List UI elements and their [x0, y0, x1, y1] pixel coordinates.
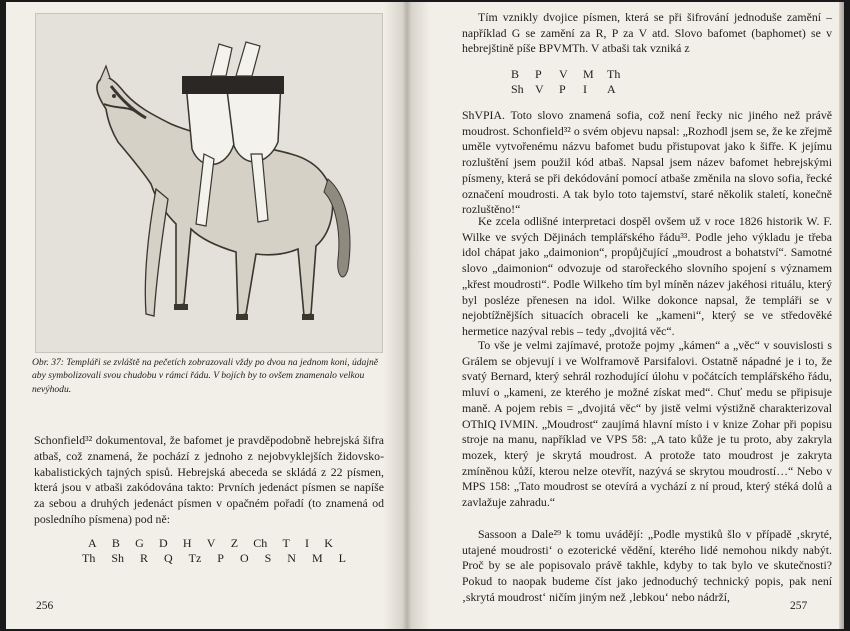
alphabet-letter: P: [217, 551, 224, 565]
cipher-letter: Sh: [511, 82, 524, 96]
alphabet-letter: B: [111, 536, 120, 550]
cipher-row-bottom: [511, 82, 631, 97]
paragraph-4: To vše je velmi zajímavé, protože pojmy „kámen“ a „věc“ v souvislosti s Grálem se objevují i ve Wolframově Parsifalovi. Ostatně nápadné je i to, že svatý Bernard, který sehrál rozhodující úlohu v počátcích templářského řádu, mluví o „kameni, ze kterého je možné získat med“. Chuť medu se připisuje maně. A pojem rebis = „dvojitá věc“ by jistě velmi výstižně charakterizoval OThIQ IVMIN. „Moudrost“ zaujímá hlavní místo i v knize Zohar při popisu stroje na manu, například ve VPS 58: „A tato kůže je tu proto, aby zakryla mozek, který je skrytá moudrost. A protože tato moudrost je zakryta zmíněnou kůží, kterou nelze otevřít, nazývá se skrytou moudrostí…“ Nebo v MPS 158: „Tato moudrost se otevírá a vychází z ní proud, který stéká dolů a zavlažuje zahradu.“: [462, 338, 832, 510]
alphabet-letter: Ch: [253, 536, 268, 550]
alphabet-letter: V: [206, 536, 216, 550]
templar-horse-illustration: [35, 13, 383, 353]
cipher-letter: V: [559, 67, 568, 81]
page-number-right: 257: [790, 600, 808, 612]
alphabet-letter: M: [311, 551, 323, 565]
cipher-letter: A: [607, 82, 616, 96]
alphabet-letter: R: [140, 551, 149, 565]
cipher-letter: P: [535, 67, 542, 81]
alphabet-letter: A: [88, 536, 97, 550]
alphabet-letter: Q: [164, 551, 173, 565]
alphabet-letter: H: [182, 536, 192, 550]
caption-text: Templáři se zvláště na pečetích zobrazovali vždy po dvou na jednom koni, údajně aby symbolizovali svou chudobu v rámci řádu. V bojích by to ovšem znamenalo velkou nevýhodu.: [32, 357, 379, 395]
cipher-table: [511, 67, 631, 97]
cipher-letter: Th: [607, 67, 621, 81]
alphabet-letter: T: [282, 536, 290, 550]
alphabet-letter: Sh: [111, 551, 125, 565]
alphabet-letter: O: [239, 551, 249, 565]
alphabet-letter: Tz: [188, 551, 202, 565]
right-page: [426, 2, 844, 629]
cipher-letter: V: [535, 82, 544, 96]
atbash-bottom-row: [82, 551, 346, 566]
alphabet-letter: S: [264, 551, 272, 565]
book-spread: [6, 2, 844, 629]
alphabet-letter: N: [287, 551, 296, 565]
cipher-letter: B: [511, 67, 520, 81]
horse-drawing: [36, 14, 382, 352]
alphabet-letter: D: [159, 536, 168, 550]
alphabet-letter: K: [324, 536, 333, 550]
cipher-letter: P: [559, 82, 566, 96]
alphabet-letter: L: [338, 551, 346, 565]
page-number-left: 256: [36, 600, 54, 612]
figure-caption: [32, 356, 380, 396]
paragraph-5: Sassoon a Dale²⁹ k tomu uvádějí: „Podle mystiků šlo v případě ‚skryté, utajené moudrosti‘ o ezoterické vědění, kterého lidé nemohou nikdy nabýt. Proč by se ale popisovalo právě takhle, kdyby to tak bylo ve skutečnosti? Pokud to naopak budeme číst jako jednoduchý technický popis, pak není ‚skrytá moudrost‘ ničím jiným než ‚lebkou‘ nebo nádrží,: [462, 527, 832, 604]
alphabet-letter: Th: [82, 551, 96, 565]
alphabet-letter: Z: [230, 536, 239, 550]
left-paragraph: Schonfield³² dokumentoval, že bafomet je pravděpodobně hebrejská šifra atbaš, což znamená, že pochází z jednoho z nejobvyklejších židovsko-kabalistických tajných spisů. Hebrejská abeceda se skládá z 22 písmen, která jsou v atbaši zakódována takto: Prvních jedenáct písmen se napíše za sebou a druhých jedenáct písmen v opačném pořadí (to znamená od posledního písmena) pod ně:: [34, 433, 384, 526]
cipher-row-top: [511, 67, 631, 82]
alphabet-letter: G: [135, 536, 144, 550]
left-page: [6, 2, 411, 629]
caption-label: Obr. 37:: [32, 357, 64, 368]
paragraph-2: ShVPIA. Toto slovo znamená sofia, což není řecky nic jiného než právě moudrost. Schonfield³² o svém objevu napsal: „Rozhodl jsem se, že ke zřejmě uměle vytvořenému názvu bafomet budu přistupovat jako k šifře. K jejímu rozluštění jsem použil kód atbaš. Napsal jsem název bafomet hebrejskými písmeny, která se při dekódování pomocí atbaše změnila na slovo sofia, řecké označení moudrosti. A tak bylo toto tajemství, staré několik staletí, konečně rozluštěno!“: [462, 108, 832, 217]
paragraph-1: Tím vznikly dvojice písmen, která se při šifrování jednoduše zamění – například G se zamění za R, P za V atd. Slovo bafomet (baphomet) se v hebrejštině píše BPVMTh. V atbaši tak vzniká z: [462, 10, 832, 56]
atbash-top-row: [88, 536, 333, 551]
cipher-letter: I: [583, 82, 587, 96]
cipher-letter: M: [583, 67, 594, 81]
page-edge: [839, 2, 844, 629]
alphabet-letter: I: [305, 536, 310, 550]
paragraph-3: Ke zcela odlišné interpretaci dospěl ovšem už v roce 1826 historik W. F. Wilke ve svých Dějinách templářského řádu³³. Podle jeho výkladu je třeba idol chápat jako „daimonion“, propůjčující „moudrost a bohatství“. Samotné slovo „daimonion“ odvozuje od starořeckého slovního spojení s významem „křest moudrosti“. Podle Wilkeho tím byl míněn název jakéhosi rituálu, který byl posléze přenesen na idol. Wilke dokonce napsal, že templáři se v nejobtížnějších situacích obraceli ke „kameni“, který se ve středověké hermetice nazýval rebis – tedy „dvojitá věc“.: [462, 214, 832, 338]
